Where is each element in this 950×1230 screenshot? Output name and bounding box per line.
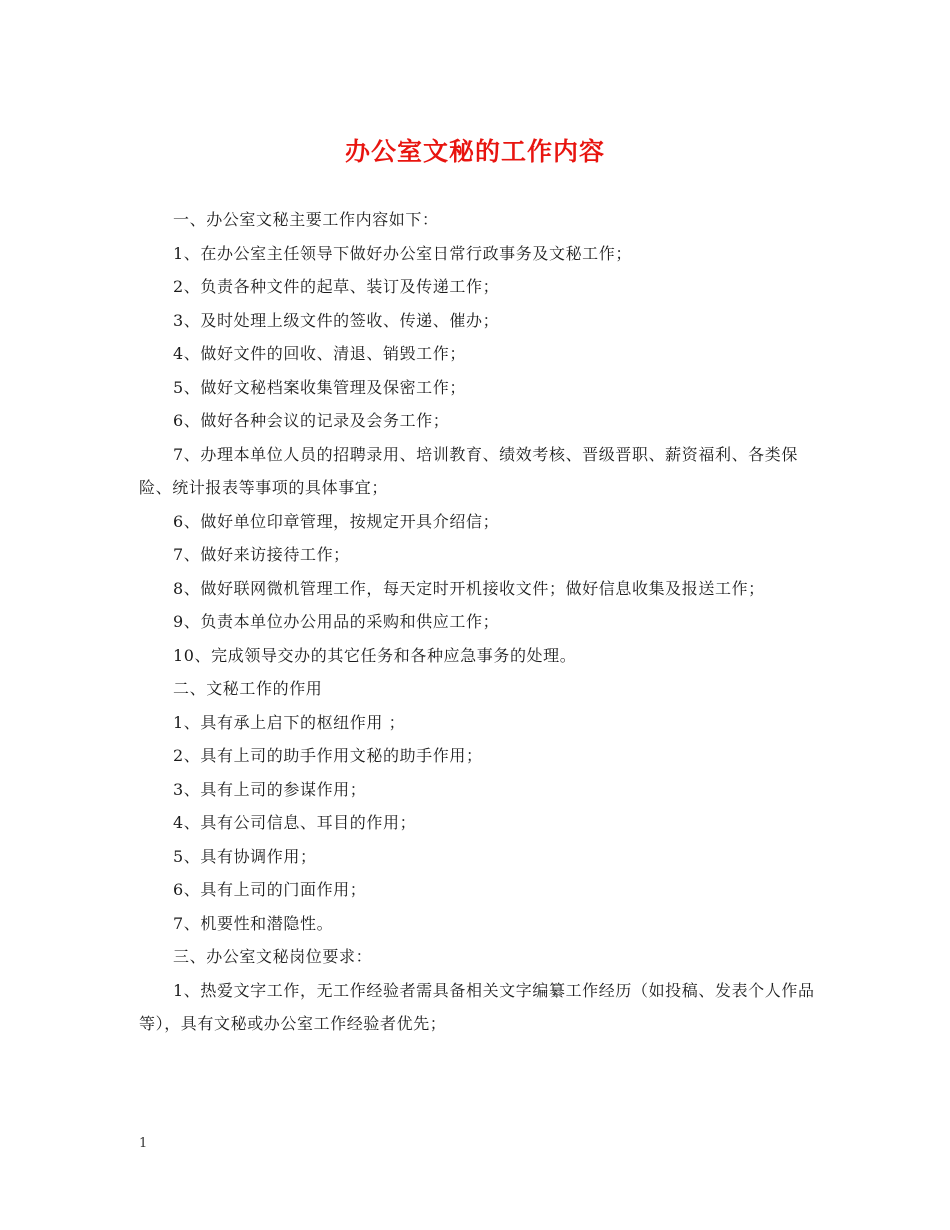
paragraph: 5、做好文秘档案收集管理及保密工作； (173, 377, 466, 397)
paragraph: 10、完成领导交办的其它任务和各种应急事务的处理。 (173, 645, 577, 665)
paragraph: 1、具有承上启下的枢纽作用 ； (173, 712, 406, 732)
paragraph: 6、做好各种会议的记录及会务工作； (173, 411, 450, 430)
paragraph: 7、做好来访接待工作； (173, 545, 350, 564)
paragraph: 7、机要性和潜隐性。 (173, 913, 334, 933)
paragraph: 1、热爱文字工作，无工作经验者需具备相关文字编纂工作经历（如投稿、发表个人作品等），具有文秘或办公室工作经验者优先； (139, 980, 815, 1033)
document-body (139, 203, 815, 1041)
section-heading: 二、文秘工作的作用 (173, 679, 323, 698)
paragraph: 3、具有上司的参谋作用； (173, 779, 367, 799)
paragraph: 6、具有上司的门面作用； (173, 880, 367, 899)
paragraph: 2、具有上司的助手作用文秘的助手作用； (173, 746, 483, 765)
paragraph: 8、做好联网微机管理工作，每天定时开机接收文件；做好信息收集及报送工作； (173, 578, 765, 598)
paragraph: 1、在办公室主任领导下做好办公室日常行政事务及文秘工作； (173, 243, 632, 263)
paragraph: 6、做好单位印章管理，按规定开具介绍信； (173, 511, 500, 531)
paragraph: 一、办公室文秘主要工作内容如下： (173, 210, 439, 229)
document-title: 办公室文秘的工作内容 (344, 137, 605, 166)
paragraph: 4、具有公司信息、耳目的作用； (173, 813, 417, 832)
paragraph: 9、负责本单位办公用品的采购和供应工作； (173, 612, 500, 631)
section-heading: 三、办公室文秘岗位要求： (173, 947, 373, 966)
paragraph: 4、做好文件的回收、清退、销毁工作； (173, 344, 466, 363)
paragraph: 7、办理本单位人员的招聘录用、培训教育、绩效考核、晋级晋职、薪资福利、各类保险、统计报表等事项的具体事宜； (139, 444, 798, 497)
page-number: 1 (139, 1136, 148, 1151)
paragraph: 2、负责各种文件的起草、装订及传递工作； (173, 277, 500, 296)
paragraph: 5、具有协调作用； (173, 846, 317, 866)
paragraph: 3、及时处理上级文件的签收、传递、催办； (173, 310, 500, 330)
